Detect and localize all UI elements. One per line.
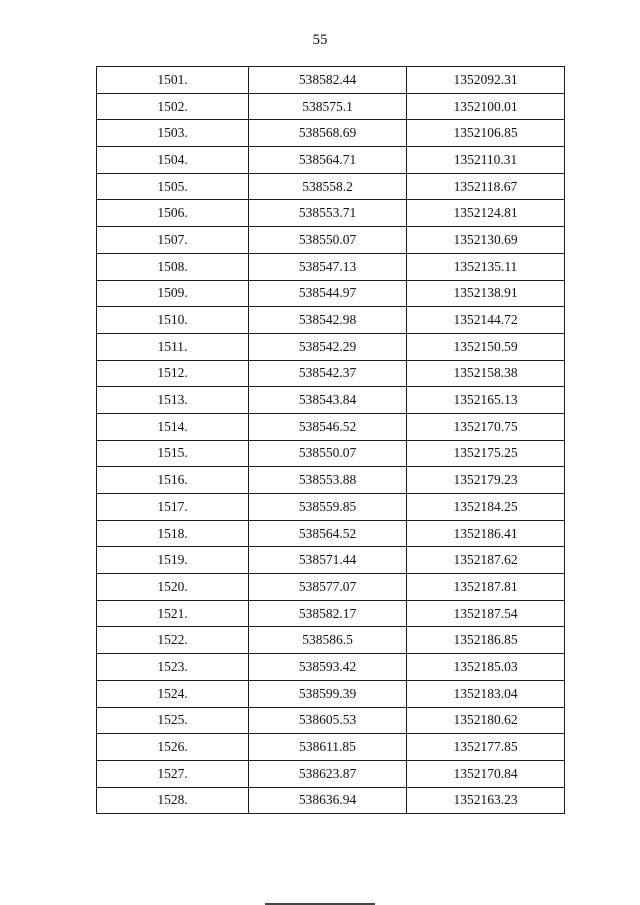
point-number-cell: 1502. [97,93,249,120]
point-number-cell: 1526. [97,734,249,761]
y-coordinate-cell: 1352150.59 [407,333,565,360]
point-number-cell: 1517. [97,494,249,521]
x-coordinate-cell: 538586.5 [249,627,407,654]
table-row [97,734,565,761]
x-coordinate-cell: 538575.1 [249,93,407,120]
x-coordinate-cell: 538553.71 [249,200,407,227]
table-row [97,574,565,601]
point-number-cell: 1506. [97,200,249,227]
coordinates-table [96,66,565,814]
x-coordinate-cell: 538564.52 [249,520,407,547]
point-number-cell: 1509. [97,280,249,307]
x-coordinate-cell: 538564.71 [249,147,407,174]
x-coordinate-cell: 538582.44 [249,67,407,94]
x-coordinate-cell: 538550.07 [249,227,407,254]
y-coordinate-cell: 1352187.54 [407,600,565,627]
y-coordinate-cell: 1352110.31 [407,147,565,174]
y-coordinate-cell: 1352187.81 [407,574,565,601]
table-row [97,760,565,787]
y-coordinate-cell: 1352185.03 [407,654,565,681]
y-coordinate-cell: 1352138.91 [407,280,565,307]
x-coordinate-cell: 538593.42 [249,654,407,681]
y-coordinate-cell: 1352186.41 [407,520,565,547]
y-coordinate-cell: 1352100.01 [407,93,565,120]
point-number-cell: 1510. [97,307,249,334]
x-coordinate-cell: 538544.97 [249,280,407,307]
table-row [97,467,565,494]
y-coordinate-cell: 1352175.25 [407,440,565,467]
x-coordinate-cell: 538542.98 [249,307,407,334]
table-row [97,520,565,547]
y-coordinate-cell: 1352170.75 [407,413,565,440]
y-coordinate-cell: 1352184.25 [407,494,565,521]
x-coordinate-cell: 538623.87 [249,760,407,787]
point-number-cell: 1501. [97,67,249,94]
table-row [97,200,565,227]
x-coordinate-cell: 538553.88 [249,467,407,494]
table-row [97,494,565,521]
x-coordinate-cell: 538550.07 [249,440,407,467]
page-number: 55 [312,32,328,48]
y-coordinate-cell: 1352135.11 [407,253,565,280]
y-coordinate-cell: 1352144.72 [407,307,565,334]
x-coordinate-cell: 538611.85 [249,734,407,761]
y-coordinate-cell: 1352124.81 [407,200,565,227]
x-coordinate-cell: 538636.94 [249,787,407,814]
point-number-cell: 1514. [97,413,249,440]
x-coordinate-cell: 538547.13 [249,253,407,280]
x-coordinate-cell: 538558.2 [249,173,407,200]
table-row [97,173,565,200]
table-row [97,680,565,707]
table-row [97,120,565,147]
y-coordinate-cell: 1352106.85 [407,120,565,147]
x-coordinate-cell: 538559.85 [249,494,407,521]
table-row [97,627,565,654]
y-coordinate-cell: 1352186.85 [407,627,565,654]
point-number-cell: 1523. [97,654,249,681]
table-row [97,93,565,120]
y-coordinate-cell: 1352158.38 [407,360,565,387]
point-number-cell: 1504. [97,147,249,174]
table-row [97,147,565,174]
point-number-cell: 1521. [97,600,249,627]
y-coordinate-cell: 1352180.62 [407,707,565,734]
table-row [97,787,565,814]
point-number-cell: 1503. [97,120,249,147]
point-number-cell: 1508. [97,253,249,280]
y-coordinate-cell: 1352163.23 [407,787,565,814]
table-row [97,707,565,734]
y-coordinate-cell: 1352165.13 [407,387,565,414]
point-number-cell: 1516. [97,467,249,494]
point-number-cell: 1507. [97,227,249,254]
table-row [97,333,565,360]
point-number-cell: 1518. [97,520,249,547]
y-coordinate-cell: 1352092.31 [407,67,565,94]
x-coordinate-cell: 538599.39 [249,680,407,707]
point-number-cell: 1528. [97,787,249,814]
x-coordinate-cell: 538568.69 [249,120,407,147]
x-coordinate-cell: 538582.17 [249,600,407,627]
table-row [97,307,565,334]
table-row [97,413,565,440]
y-coordinate-cell: 1352183.04 [407,680,565,707]
table-row [97,360,565,387]
point-number-cell: 1520. [97,574,249,601]
point-number-cell: 1524. [97,680,249,707]
point-number-cell: 1515. [97,440,249,467]
table-row [97,654,565,681]
point-number-cell: 1522. [97,627,249,654]
x-coordinate-cell: 538605.53 [249,707,407,734]
y-coordinate-cell: 1352187.62 [407,547,565,574]
point-number-cell: 1513. [97,387,249,414]
point-number-cell: 1519. [97,547,249,574]
x-coordinate-cell: 538543.84 [249,387,407,414]
y-coordinate-cell: 1352130.69 [407,227,565,254]
x-coordinate-cell: 538577.07 [249,574,407,601]
x-coordinate-cell: 538542.37 [249,360,407,387]
x-coordinate-cell: 538546.52 [249,413,407,440]
x-coordinate-cell: 538542.29 [249,333,407,360]
y-coordinate-cell: 1352179.23 [407,467,565,494]
point-number-cell: 1525. [97,707,249,734]
point-number-cell: 1512. [97,360,249,387]
x-coordinate-cell: 538571.44 [249,547,407,574]
table-row [97,253,565,280]
table-row [97,440,565,467]
y-coordinate-cell: 1352118.67 [407,173,565,200]
table-row [97,600,565,627]
coordinates-table-body [97,67,565,814]
point-number-cell: 1511. [97,333,249,360]
point-number-cell: 1505. [97,173,249,200]
y-coordinate-cell: 1352170.84 [407,760,565,787]
table-row [97,547,565,574]
table-row [97,227,565,254]
table-row [97,67,565,94]
point-number-cell: 1527. [97,760,249,787]
table-row [97,280,565,307]
y-coordinate-cell: 1352177.85 [407,734,565,761]
table-row [97,387,565,414]
